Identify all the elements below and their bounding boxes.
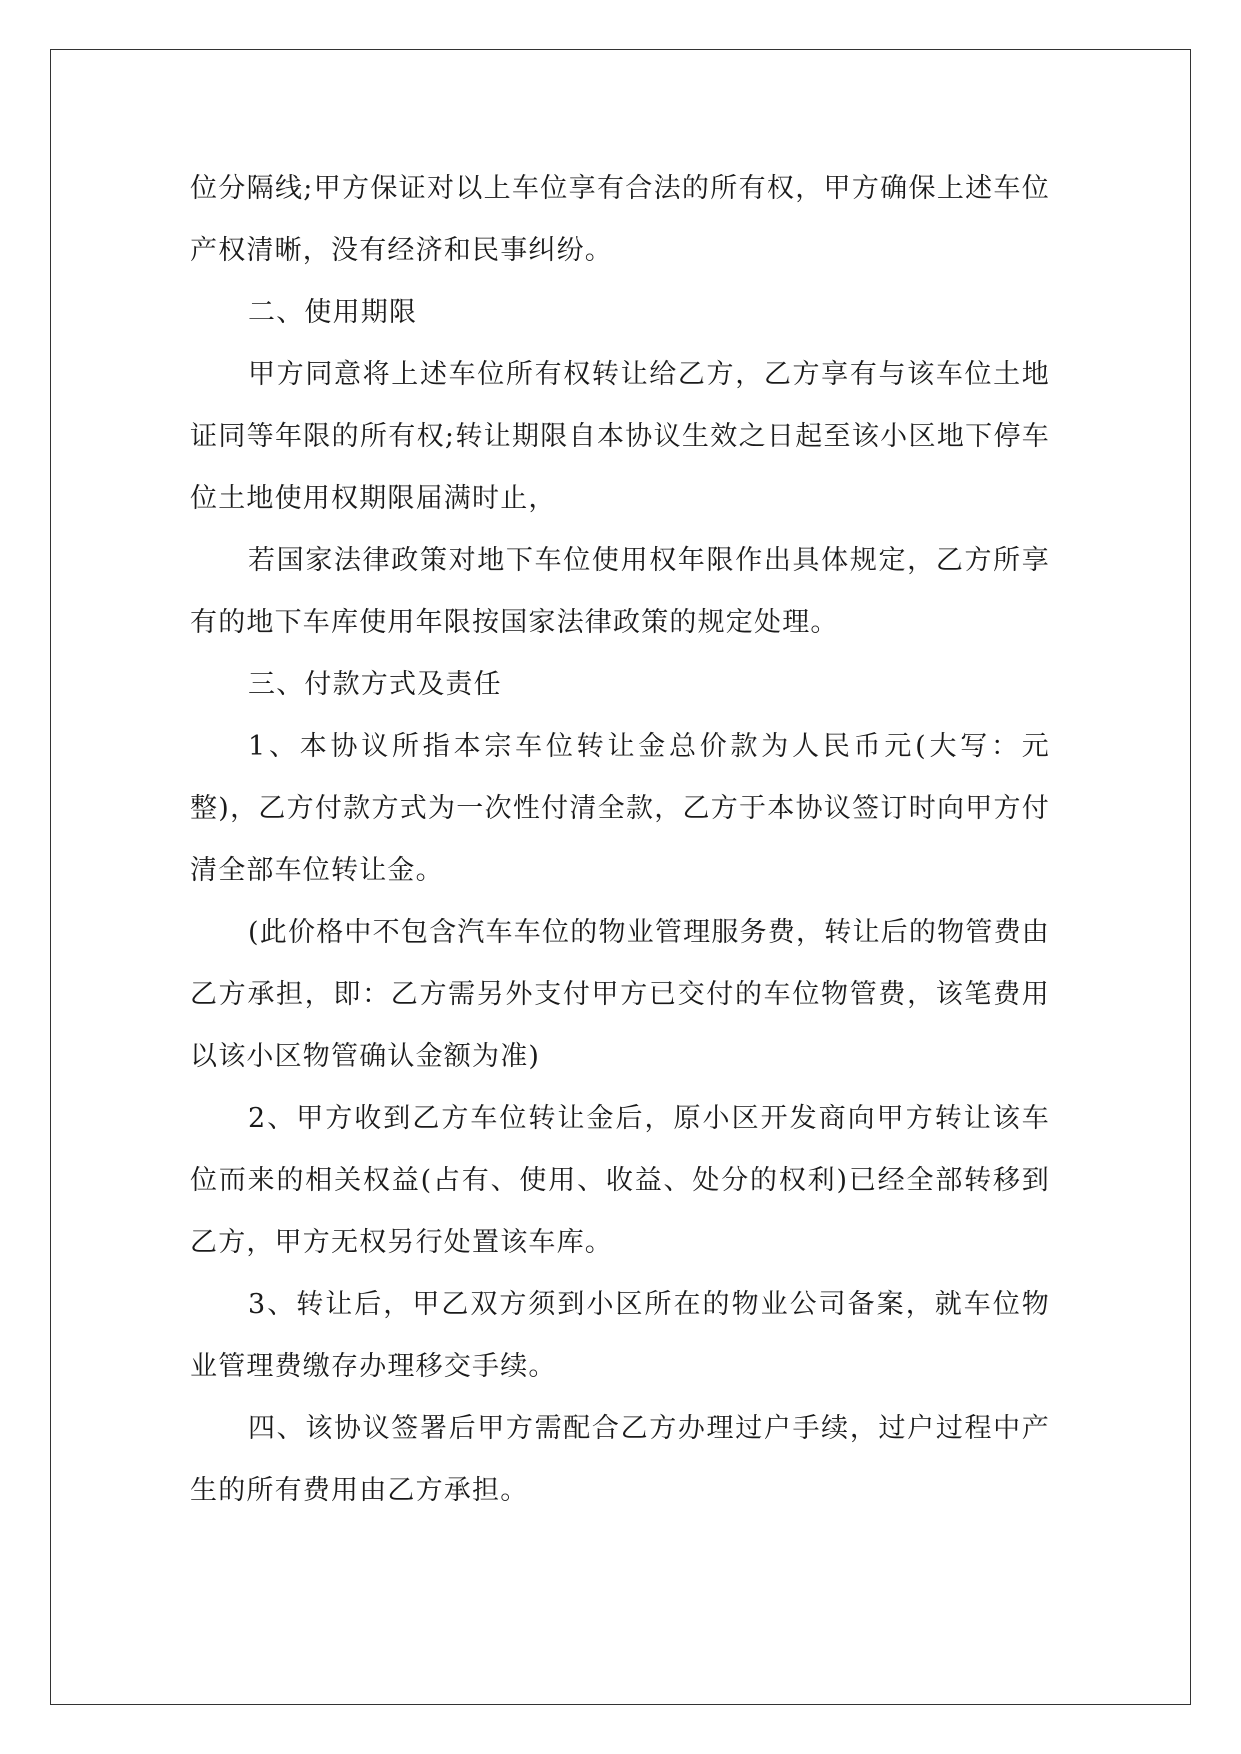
paragraph-ownership-clause: 位分隔线;甲方保证对以上车位享有合法的所有权，甲方确保上述车位产权清晰，没有经济和民事纠纷。 (190, 173, 1050, 266)
section-heading-usage-period: 二、使用期限 (248, 297, 418, 328)
paragraph-price-note: (此价格中不包含汽车车位的物业管理服务费，转让后的物管费由乙方承担，即：乙方需另外支付甲方已交付的车位物管费，该笔费用以该小区物管确认金额为准) (190, 917, 1050, 1072)
paragraph-payment-1: 1、本协议所指本宗车位转让金总价款为人民币元(大写：元整)，乙方付款方式为一次性付清全款，乙方于本协议签订时向甲方付清全部车位转让金。 (190, 731, 1050, 886)
paragraph-transfer-term: 甲方同意将上述车位所有权转让给乙方，乙方享有与该车位土地证同等年限的所有权;转让期限自本协议生效之日起至该小区地下停车位土地使用权期限届满时止， (190, 359, 1050, 514)
paragraph-payment-2: 2、甲方收到乙方车位转让金后，原小区开发商向甲方转让该车位而来的相关权益(占有、使用、收益、处分的权利)已经全部转移到乙方，甲方无权另行处置该车库。 (190, 1103, 1050, 1258)
section-heading-transfer-procedure: 四、该协议签署后甲方需配合乙方办理过户手续，过户过程中产生的所有费用由乙方承担。 (190, 1413, 1050, 1506)
document-body (190, 158, 1050, 1522)
paragraph-payment-3: 3、转让后，甲乙双方须到小区所在的物业公司备案，就车位物业管理费缴存办理移交手续。 (190, 1289, 1050, 1382)
paragraph-legal-policy: 若国家法律政策对地下车位使用权年限作出具体规定，乙方所享有的地下车库使用年限按国家法律政策的规定处理。 (190, 545, 1050, 638)
section-heading-payment: 三、付款方式及责任 (248, 669, 502, 700)
